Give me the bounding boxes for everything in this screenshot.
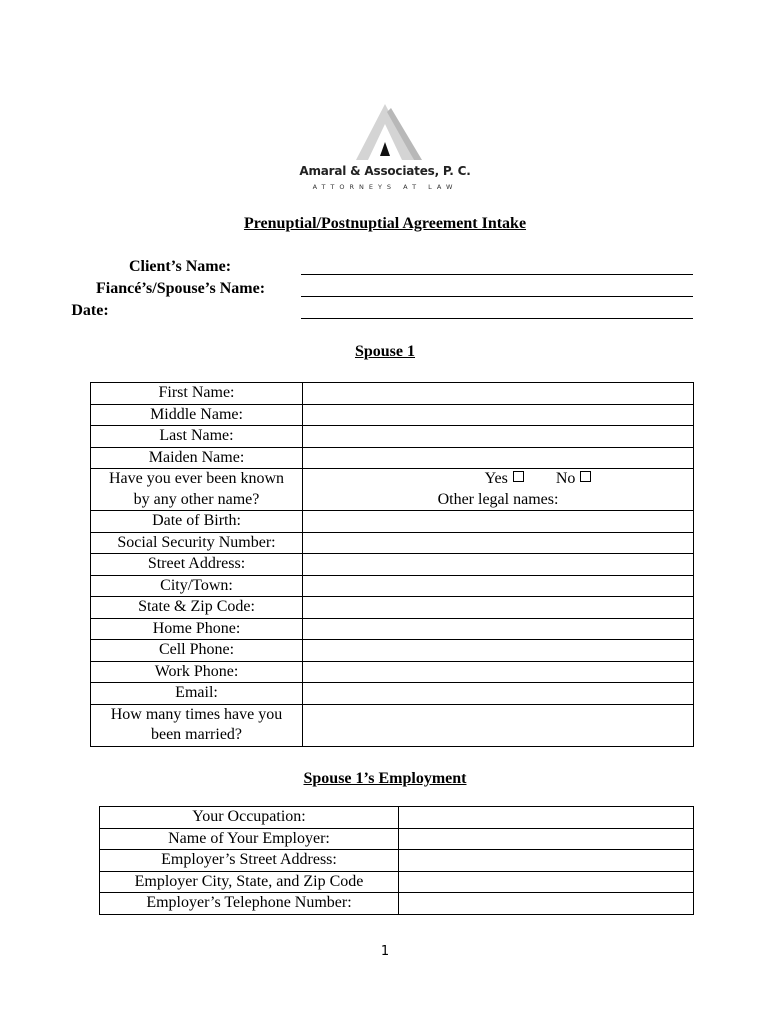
date-label: Date:	[71, 302, 109, 319]
table-row	[91, 618, 694, 640]
city-field[interactable]	[303, 575, 694, 597]
client-name-line[interactable]	[301, 274, 693, 275]
state-zip-label: State & Zip Code:	[91, 597, 303, 619]
street-address-label: Street Address:	[91, 554, 303, 576]
spouse-name-line[interactable]	[301, 296, 693, 297]
table-row	[100, 893, 694, 915]
work-phone-field[interactable]	[303, 661, 694, 683]
work-phone-label: Work Phone:	[91, 661, 303, 683]
table-row	[91, 426, 694, 448]
spouse-name-label: Fiancé’s/Spouse’s Name:	[96, 280, 266, 297]
table-row	[91, 575, 694, 597]
employment-heading: Spouse 1’s Employment	[303, 770, 467, 787]
table-row	[91, 511, 694, 533]
client-name-label: Client’s Name:	[128, 258, 232, 275]
table-row	[91, 404, 694, 426]
other-name-question	[91, 469, 303, 511]
table-row	[91, 383, 694, 405]
yes-checkbox[interactable]	[513, 471, 524, 482]
middle-name-field[interactable]	[303, 404, 694, 426]
table-row	[100, 871, 694, 893]
city-label: City/Town:	[91, 575, 303, 597]
table-row	[91, 683, 694, 705]
street-address-field[interactable]	[303, 554, 694, 576]
table-row	[100, 828, 694, 850]
home-phone-field[interactable]	[303, 618, 694, 640]
maiden-name-field[interactable]	[303, 447, 694, 469]
dob-label: Date of Birth:	[91, 511, 303, 533]
last-name-field[interactable]	[303, 426, 694, 448]
spouse1-table	[90, 382, 694, 747]
other-name-answer	[303, 469, 694, 511]
firm-logo-icon	[290, 100, 480, 164]
employer-phone-label: Employer’s Telephone Number:	[100, 893, 399, 915]
cell-phone-label: Cell Phone:	[91, 640, 303, 662]
times-married-line1: How many times have you	[110, 705, 283, 723]
employer-name-field[interactable]	[399, 828, 694, 850]
maiden-name-label: Maiden Name:	[91, 447, 303, 469]
other-legal-names-label: Other legal names:	[437, 490, 559, 508]
date-line[interactable]	[301, 318, 693, 319]
table-row	[100, 850, 694, 872]
page-number: 1	[380, 944, 390, 959]
document-title: Prenuptial/Postnuptial Agreement Intake	[243, 215, 527, 232]
date-row	[0, 301, 770, 323]
yes-option[interactable]	[485, 469, 524, 490]
employer-name-label: Name of Your Employer:	[100, 828, 399, 850]
firm-name: Amaral & Associates, P. C.	[299, 164, 471, 178]
employer-city-label: Employer City, State, and Zip Code	[100, 871, 399, 893]
state-zip-field[interactable]	[303, 597, 694, 619]
occupation-label: Your Occupation:	[100, 807, 399, 829]
last-name-label: Last Name:	[91, 426, 303, 448]
email-field[interactable]	[303, 683, 694, 705]
table-row	[91, 661, 694, 683]
times-married-line2: been married?	[150, 726, 243, 743]
table-row	[91, 447, 694, 469]
table-row	[91, 469, 694, 511]
client-name-row	[0, 257, 770, 279]
table-row	[91, 640, 694, 662]
employer-city-field[interactable]	[399, 871, 694, 893]
table-row	[100, 807, 694, 829]
occupation-field[interactable]	[399, 807, 694, 829]
firm-tagline: ATTORNEYS AT LAW	[312, 183, 458, 191]
no-checkbox[interactable]	[580, 471, 591, 482]
ssn-label: Social Security Number:	[91, 532, 303, 554]
table-row	[91, 554, 694, 576]
employer-street-label: Employer’s Street Address:	[100, 850, 399, 872]
other-name-question-line1: Have you ever been known	[108, 470, 285, 487]
spouse1-heading: Spouse 1	[354, 343, 416, 360]
spouse-name-row	[0, 279, 770, 301]
email-label: Email:	[91, 683, 303, 705]
employer-street-field[interactable]	[399, 850, 694, 872]
first-name-field[interactable]	[303, 383, 694, 405]
first-name-label: First Name:	[91, 383, 303, 405]
cell-phone-field[interactable]	[303, 640, 694, 662]
no-option[interactable]	[556, 469, 592, 490]
times-married-question	[91, 704, 303, 746]
dob-field[interactable]	[303, 511, 694, 533]
employment-table	[99, 806, 694, 915]
times-married-field[interactable]	[303, 704, 694, 746]
yes-no-options	[303, 469, 693, 490]
no-label: No	[555, 470, 576, 487]
ssn-field[interactable]	[303, 532, 694, 554]
other-name-question-line2: by any other name?	[133, 490, 260, 508]
employer-phone-field[interactable]	[399, 893, 694, 915]
middle-name-label: Middle Name:	[91, 404, 303, 426]
table-row	[91, 704, 694, 746]
yes-label: Yes	[484, 470, 508, 487]
table-row	[91, 532, 694, 554]
home-phone-label: Home Phone:	[91, 618, 303, 640]
table-row	[91, 597, 694, 619]
